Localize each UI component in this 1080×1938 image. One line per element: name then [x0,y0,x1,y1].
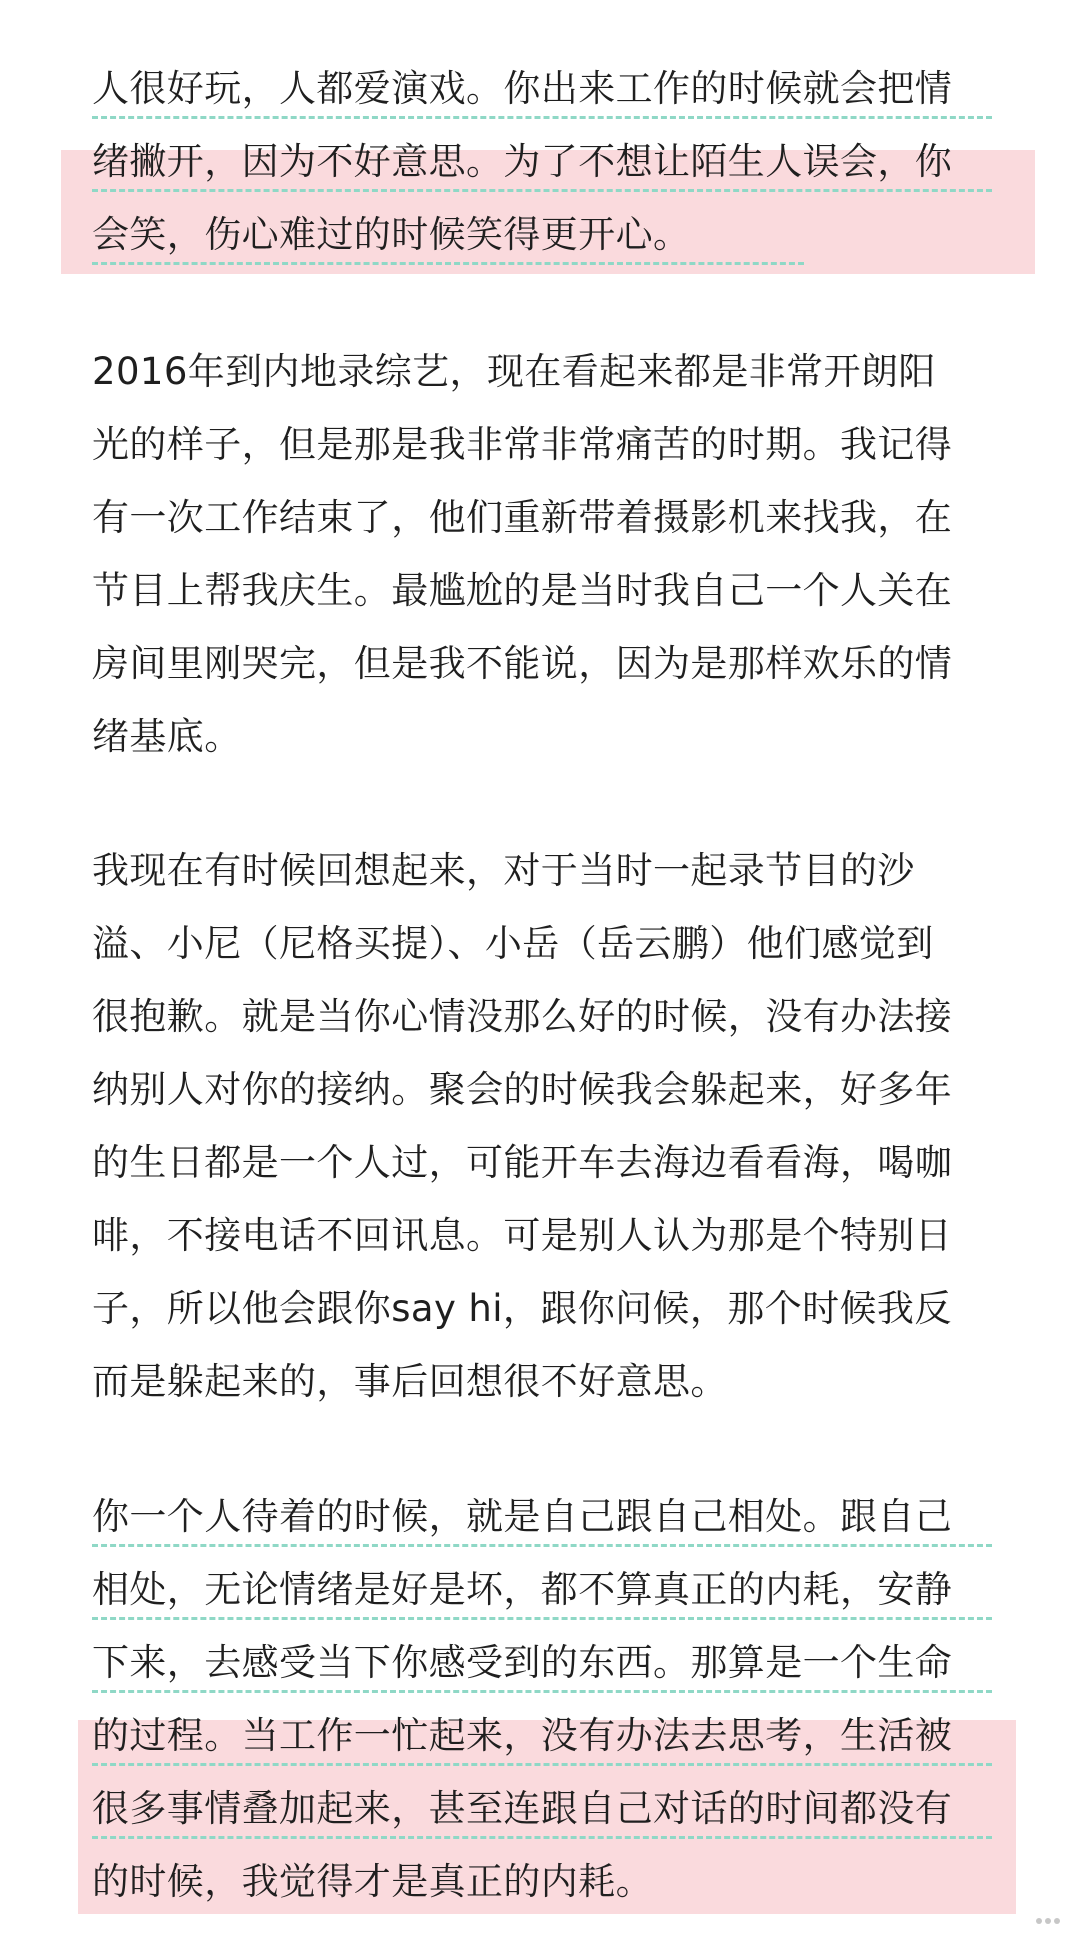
text-line: 啡，不接电话不回讯息。可是别人认为那是个特别日 [92,1214,953,1257]
text-line: 的过程。当工作一忙起来，没有办法去思考，生活被 [92,1699,992,1772]
text-line: 很多事情叠加起来，甚至连跟自己对话的时间都没有 [92,1772,992,1845]
text-line: 2016年到内地录综艺，现在看起来都是非常开朗阳 [92,350,936,393]
text-line: 绪基底。 [92,715,242,758]
text-line: 相处，无论情绪是好是坏，都不算真正的内耗，安静 [92,1553,992,1626]
paragraph-1 [92,52,992,271]
text-line: 有一次工作结束了，他们重新带着摄影机来找我，在 [92,496,953,539]
text-line: 而是躲起来的，事后回想很不好意思。 [92,1360,728,1403]
text-line: 很抱歉。就是当你心情没那么好的时候，没有办法接 [92,995,953,1038]
paragraph-3 [92,834,992,1418]
text-line: 纳别人对你的接纳。聚会的时候我会躲起来，好多年 [92,1068,953,1111]
text-line: 人很好玩，人都爱演戏。你出来工作的时候就会把情 [92,52,992,125]
text-line: 会笑，伤心难过的时候笑得更开心。 [92,198,992,271]
text-line: 的生日都是一个人过，可能开车去海边看看海，喝咖 [92,1141,953,1184]
text-line: 下来，去感受当下你感受到的东西。那算是一个生命 [92,1626,992,1699]
text-line: 光的样子，但是那是我非常非常痛苦的时期。我记得 [92,423,953,466]
text-line: 节目上帮我庆生。最尴尬的是当时我自己一个人关在 [92,569,953,612]
text-line: 绪撇开，因为不好意思。为了不想让陌生人误会，你 [92,125,992,198]
paragraph-4 [92,1480,992,1918]
text-line: 溢、小尼（尼格买提）、小岳（岳云鹏）他们感觉到 [92,922,934,965]
text-line: 你一个人待着的时候，就是自己跟自己相处。跟自己 [92,1480,992,1553]
text-line: 我现在有时候回想起来，对于当时一起录节目的沙 [92,849,915,892]
text-line: 子，所以他会跟你say hi，跟你问候，那个时候我反 [92,1287,952,1330]
watermark-dots-icon [1036,1918,1060,1924]
text-line: 房间里刚哭完，但是我不能说，因为是那样欢乐的情 [92,642,953,685]
text-line: 的时候，我觉得才是真正的内耗。 [92,1860,653,1903]
paragraph-2 [92,335,992,773]
